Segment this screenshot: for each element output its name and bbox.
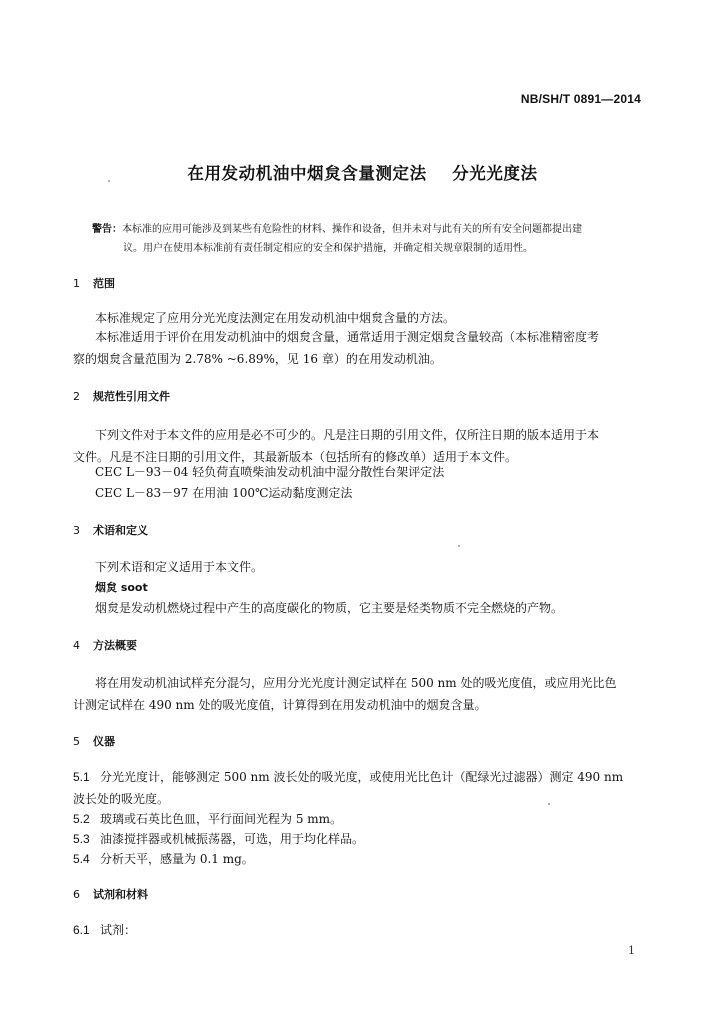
scope-paragraph-1: 本标准规定了应用分光光度法测定在用发动机油中烟炱含量的方法。 [95, 311, 456, 325]
refs-p1-line-1: 下列文件对于本文件的应用是必不可少的。凡是注日期的引用文件，仅所注日期的版本适用于本 [95, 428, 600, 442]
reference-item-1: CEC L－93－04 轻负荷直喷柴油发动机油中湿分散性台架评定法 [95, 465, 445, 479]
section-number: 1 [73, 277, 80, 290]
section-title: 仪器 [93, 735, 115, 748]
warning-label: 警告： [92, 224, 122, 235]
warning-block [92, 220, 652, 258]
scope-p2-line-1: 本标准适用于评价在用发动机油中的烟炱含量，通常适用于测定烟炱含量较高（本标准精密度考 [95, 330, 600, 344]
scan-speck [548, 803, 550, 805]
apparatus-item-5-4 [73, 850, 254, 867]
section-number: 2 [73, 390, 80, 403]
item-text: 油漆搅拌器或机械振荡器，可选，用于均化样品。 [100, 832, 365, 846]
section-title: 术语和定义 [93, 524, 148, 537]
section-title: 试剂和材料 [93, 888, 148, 901]
section-number: 3 [73, 524, 80, 537]
section-heading-5 [73, 733, 115, 749]
item-number: 5.4 [73, 852, 90, 866]
reagents-item-6-1 [73, 921, 136, 938]
standard-code: NB/SH/T 0891—2014 [520, 92, 641, 106]
section-number: 4 [73, 639, 80, 652]
section-title: 规范性引用文件 [93, 390, 170, 403]
section-heading-3 [73, 522, 148, 538]
term-definition: 烟炱是发动机燃烧过程中产生的高度碳化的物质，它主要是烃类物质不完全燃烧的产物。 [95, 601, 564, 615]
section-heading-2 [73, 388, 170, 404]
terms-intro: 下列术语和定义适用于本文件。 [95, 560, 264, 574]
section-heading-6 [73, 886, 148, 902]
item-number: 6.1 [73, 923, 90, 937]
scope-paragraph-2 [73, 326, 645, 370]
method-line-2: 计测定试样在 490 nm 处的吸光度值，计算得到在用发动机油中的烟炱含量。 [73, 698, 487, 712]
item-text: 玻璃或石英比色皿，平行面间光程为 5 mm。 [100, 812, 343, 826]
warning-line-1: 本标准的应用可能涉及到某些有危险性的材料、操作和设备，但并未对与此有关的所有安全问题都提出建 [122, 224, 582, 235]
section-heading-1 [73, 275, 115, 291]
refs-p1-line-2: 文件。凡是不注日期的引用文件，其最新版本（包括所有的修改单）适用于本文件。 [73, 450, 518, 464]
reference-item-2: CEC L－83－97 在用油 100℃运动黏度测定法 [95, 486, 353, 500]
section-title: 范围 [93, 277, 115, 290]
item-number: 5.1 [73, 770, 90, 784]
term-soot: 烟炱 soot [95, 581, 148, 594]
item-text: 分光光度计，能够测定 500 nm 波长处的吸光度，或使用光比色计（配绿光过滤器）测定 490 nm [100, 770, 624, 784]
page-number: 1 [628, 944, 635, 957]
method-summary [73, 672, 645, 716]
item-text: 分析天平，感量为 0.1 mg。 [100, 852, 254, 866]
document-title: 在用发动机油中烟炱含量测定法 分光光度法 [187, 164, 538, 183]
scan-speck [108, 180, 110, 182]
scan-speck [458, 545, 460, 547]
section-title: 方法概要 [93, 639, 137, 652]
warning-line-2: 议。用户在使用本标准前有责任制定相应的安全和保护措施，并确定相关规章限制的适用性。 [123, 243, 533, 254]
item-number: 5.3 [73, 832, 90, 846]
scope-p2-line-2: 察的烟炱含量范围为 2.78% ~6.89%，见 16 章）的在用发动机油。 [73, 352, 442, 366]
section-number: 6 [73, 888, 80, 901]
apparatus-item-5-1 [73, 768, 623, 785]
item-number: 5.2 [73, 812, 90, 826]
apparatus-item-5-1-cont: 波长处的吸光度。 [73, 792, 170, 806]
section-heading-4 [73, 637, 137, 653]
section-number: 5 [73, 735, 80, 748]
apparatus-item-5-2 [73, 810, 342, 827]
apparatus-item-5-3 [73, 830, 364, 847]
method-line-1: 将在用发动机油试样充分混匀，应用分光光度计测定试样在 500 nm 处的吸光度值，或应用光比色 [95, 676, 617, 690]
item-text: 试剂： [100, 923, 137, 937]
